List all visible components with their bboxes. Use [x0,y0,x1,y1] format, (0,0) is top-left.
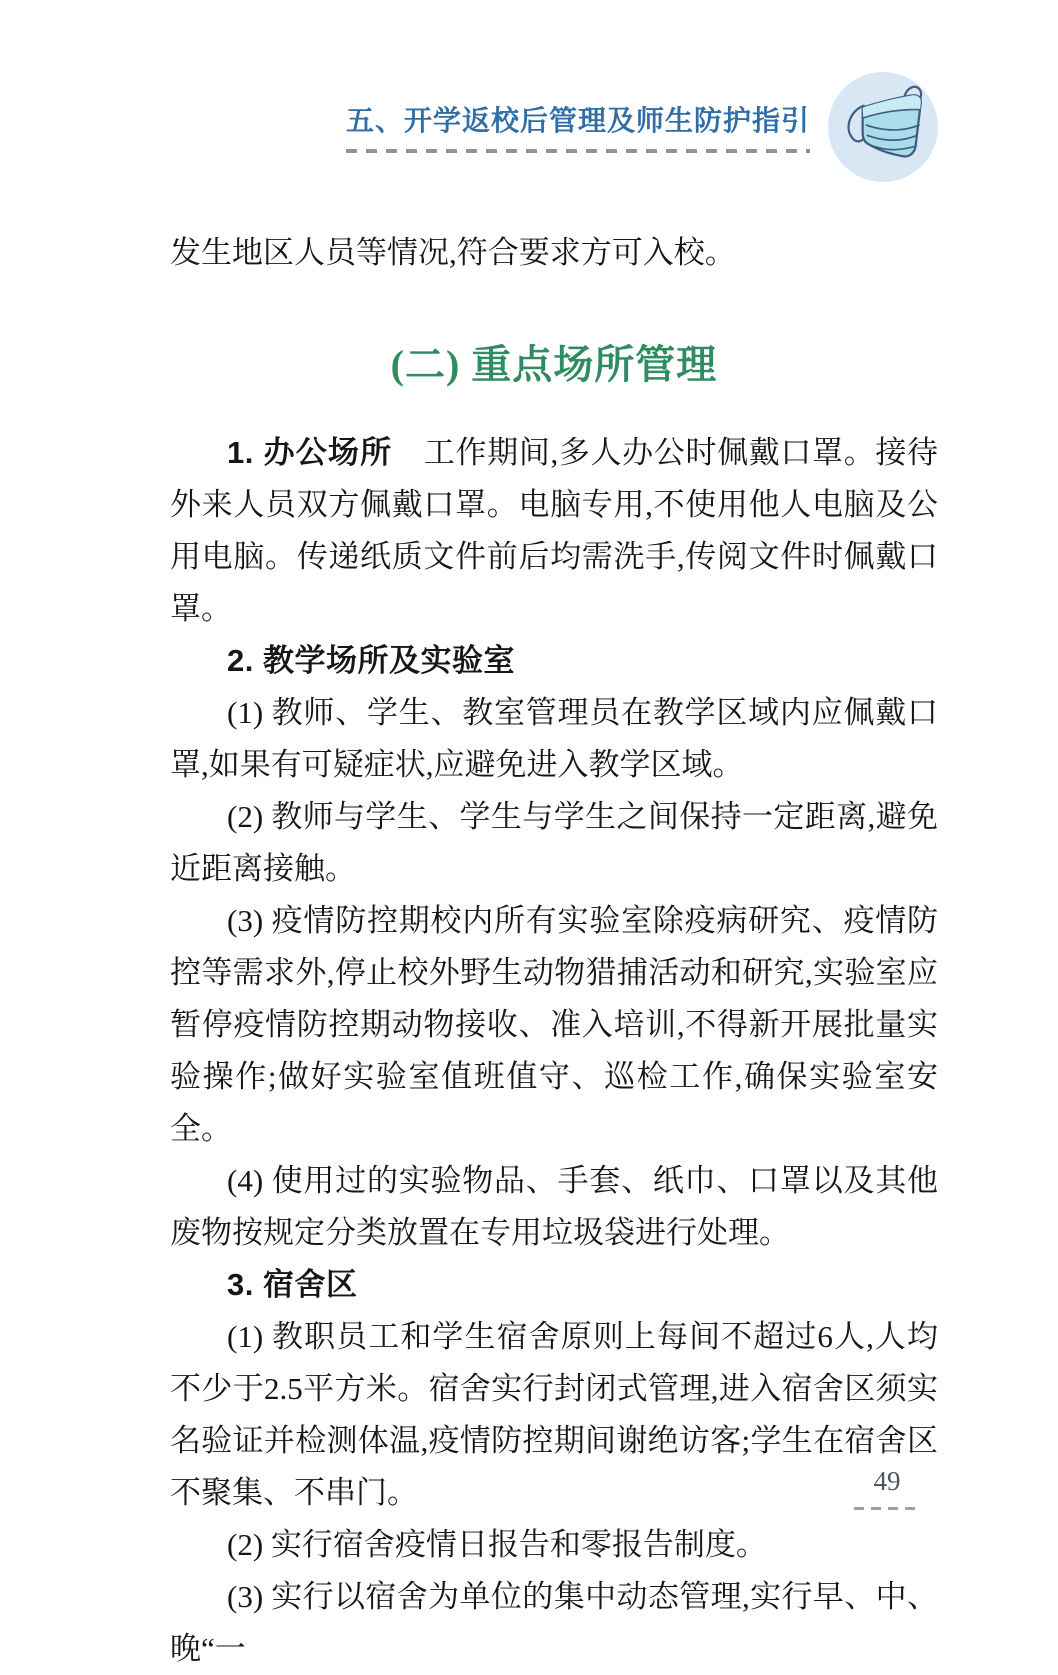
paragraph-text: (1) 教职员工和学生宿舍原则上每间不超过6人,人均不少于2.5平方米。宿舍实行封闭式管理,进入宿舍区须实名验证并检测体温,疫情防控期间谢绝访客;学生在宿舍区不聚集、不串门。 [170,1319,938,1510]
page-header [0,0,1058,190]
paragraph-teaching-item-3 [170,895,938,1155]
chapter-title: 五、开学返校后管理及师生防护指引 [345,106,810,137]
intro-paragraph: 发生地区人员等情况,符合要求方可入校。 [170,235,736,270]
section-heading: (二) 重点场所管理 [390,342,718,387]
paragraph-teaching-places-heading [170,635,938,687]
paragraph-dormitory-item-3 [170,1571,938,1675]
paragraph-text: (2) 教师与学生、学生与学生之间保持一定距离,避免近距离接触。 [170,799,938,886]
header-dashed-line [346,149,810,153]
paragraph-dormitory-item-2 [170,1519,938,1571]
paragraph-teaching-item-4 [170,1155,938,1259]
page-content [170,227,938,1675]
paragraph-teaching-item-2 [170,791,938,895]
paragraph-text: (4) 使用过的实验物品、手套、纸巾、口罩以及其他废物按规定分类放置在专用垃圾袋进行处理。 [170,1163,938,1250]
page-number: 49 [873,1466,901,1496]
paragraph-teaching-item-1 [170,687,938,791]
paragraph-text: 工作期间,多人办公时佩戴口罩。接待外来人员双方佩戴口罩。电脑专用,不使用他人电脑及公用电脑。传递纸质文件前后均需洗手,传阅文件时佩戴口罩。 [170,435,939,626]
paragraph-lead: 1. 办公场所 [227,435,393,470]
paragraph-office-places [170,427,938,635]
paragraph-dormitory-item-1 [170,1311,938,1519]
paragraph-text: (2) 实行宿舍疫情日报告和零报告制度。 [227,1527,767,1562]
paragraph-text: (1) 教师、学生、教室管理员在教学区域内应佩戴口罩,如果有可疑症状,应避免进入教学区域。 [170,695,938,782]
paragraph-lead: 2. 教学场所及实验室 [227,643,515,678]
page-footer [851,1466,923,1510]
paragraph-text: (3) 实行以宿舍为单位的集中动态管理,实行早、中、晚“一 [170,1579,938,1666]
chapter-title-block [346,99,810,153]
face-mask-icon [826,70,940,184]
footer-dashed-line [854,1507,920,1510]
paragraph-lead: 3. 宿舍区 [227,1267,358,1302]
paragraph-text: (3) 疫情防控期校内所有实验室除疫病研究、疫情防控等需求外,停止校外野生动物猎捕活动和研究,实验室应暂停疫情防控期动物接收、准入培训,不得新开展批量实验操作;做好实验室值班值守、巡检工作,确保实验室安全。 [170,903,938,1146]
paragraph-dormitory-heading [170,1259,938,1311]
